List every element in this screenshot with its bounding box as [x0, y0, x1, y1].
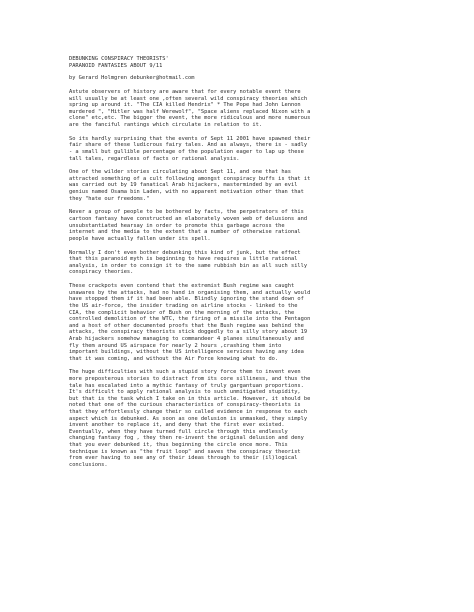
paragraph-line: So its hardly surprising that the events of Sept 11 2001 have spawned their	[69, 135, 311, 142]
paragraph-line: that they effortlessly change their so called evidence in response to each	[69, 409, 308, 416]
paragraph-line: conclusions.	[69, 461, 108, 468]
paragraph	[69, 136, 421, 162]
body-text	[69, 89, 421, 468]
paragraph-line: are the fanciful rantings which circulate in relation to it.	[69, 121, 263, 128]
paragraph-line: tall tales, regardless of facts or rational analysis.	[69, 155, 240, 162]
paragraph-line: more preposterous stories to distract from its core silliness, and thus the	[69, 376, 311, 383]
paragraph-line: noted that one of the curious characteristics of conspiracy-theorists is	[69, 402, 301, 409]
paragraph-line: from ever having to see any of their ideas through to their (il)logical	[69, 455, 298, 462]
paragraph-line: analysis, in order to consign it to the same rubbish bin as all such silly	[69, 262, 308, 269]
paragraph-line: One of the wilder stories circulating about Sept 11, and one that has	[69, 169, 291, 176]
author-byline: by Gerard Holmgren debunker@hotmail.com	[69, 75, 195, 82]
document-title-line-2: PARANOID FANTASIES ABOUT 9/11	[69, 62, 163, 69]
paragraph-line: changing fantasy fog , they then re-invent the original delusion and deny	[69, 435, 304, 442]
paragraph-line: tale has escalated into a mythic fantasy of truly gargantuan proportions.	[69, 382, 304, 389]
paragraph-line: The huge difficulties with such a stupid story force them to invent even	[69, 369, 301, 376]
paragraph-line: fair share of these ludicrous fairy tales. And as always, there is - sadly	[69, 142, 308, 149]
paragraph	[69, 283, 421, 362]
paragraph-line: cartoon fantasy have constructed an elaborately woven web of delusions and	[69, 216, 308, 223]
paragraph-line: fly them around US airspace for nearly 2 hours ,crashing them into	[69, 342, 282, 349]
paragraph-line: internet and the media to the extent that a number of otherwise rational	[69, 229, 301, 236]
paragraph	[69, 169, 421, 202]
paragraph-line: invent another to replace it, and deny that the first ever existed.	[69, 422, 285, 429]
paragraph-line: that this paranoid myth is beginning to have requires a little rational	[69, 256, 298, 263]
document-page	[69, 56, 421, 468]
paragraph	[69, 369, 421, 468]
paragraph-line: have stopped them if it had been able. Blindly ignoring the stand down of	[69, 296, 304, 303]
paragraph-line: genius named Osama bin Laden, with no apparent motivation other than that	[69, 189, 304, 196]
paragraph-line: aspect which is debunked. As soon as one delusion is unmasked, they simply	[69, 415, 308, 422]
paragraph-line: technique is known as "the fruit loop" and saves the conspiracy theorist	[69, 448, 301, 455]
paragraph-line: Astute observers of history are aware that for every notable event there	[69, 88, 301, 95]
paragraph	[69, 89, 421, 129]
paragraph-line: attracted something of a cult following amongst conspiracy buffs is that it	[69, 175, 311, 182]
paragraph-line: Never a group of people to be bothered by facts, the perpetrators of this	[69, 209, 304, 216]
paragraph-line: was carried out by 19 fanatical Arab hijackers, masterminded by an evil	[69, 182, 298, 189]
paragraph-line: These crackpots even contend that the extremist Bush regime was caught	[69, 283, 295, 290]
paragraph-line: conspiracy theories.	[69, 269, 134, 276]
paragraph-line: unawares by the attacks, had no hand in organising them, and actually would	[69, 289, 311, 296]
paragraph-line: It's difficult to apply rational analysis to such unmitigated stupidity,	[69, 389, 301, 396]
paragraph-line: controlled demolition of the WTC, the firing of a missile into the Pentagon	[69, 316, 311, 323]
paragraph-line: spring up around it. "The CIA killed Hendrix" * The Pope had John Lennon	[69, 102, 301, 109]
paragraph-line: unsubstantiated hearsay in order to promote this garbage across the	[69, 222, 285, 229]
paragraph-line: they "hate our freedoms."	[69, 195, 150, 202]
paragraph-line: Normally I don't even bother debunking this kind of junk, but the effect	[69, 249, 301, 256]
paragraph-line: attacks, the conspiracy theorists stick doggedly to a silly story about 19	[69, 329, 308, 336]
paragraph-line: people have actually fallen under its spell.	[69, 235, 211, 242]
paragraph-line: CIA, the complicit behavior of Bush on the morning of the attacks, the	[69, 309, 295, 316]
paragraph	[69, 250, 421, 276]
paragraph-line: murdered ", "Hitler was half Werewolf", "Space aliens replaced Nixon with a	[69, 108, 311, 115]
paragraph-line: that it was coming, and without the Air Force knowing what to do.	[69, 355, 279, 362]
document-title-line-1: DEBUNKING CONSPIRACY THEORISTS'	[69, 56, 169, 62]
paragraph-line: Arab hijackers somehow managing to commandeer 4 planes simultaneously and	[69, 335, 304, 342]
paragraph-line: - a small but gullible percentage of the population eager to lap up these	[69, 148, 304, 155]
paragraph-line: Eventually, when they have turned full circle through this endlessly	[69, 428, 288, 435]
paragraph-line: will usually be at least one ,often several wild conspiracy theories which	[69, 95, 308, 102]
paragraph-line: important buildings, without the US intelligence services having any idea	[69, 349, 304, 356]
paragraph-line: clone" etc,etc. The bigger the event, the more ridiculous and more numerous	[69, 115, 311, 122]
paragraph-line: the US air-force, the insider trading on airline stocks - linked to the	[69, 302, 298, 309]
paragraph	[69, 209, 421, 242]
paragraph-line: but that is the task which I take on in this article. However, it should be	[69, 395, 311, 402]
paragraph-line: that you ever debunked it, thus beginning the circle once more. This	[69, 442, 288, 448]
paragraph-line: and a host of other documented proofs that the Bush regime was behind the	[69, 322, 304, 329]
